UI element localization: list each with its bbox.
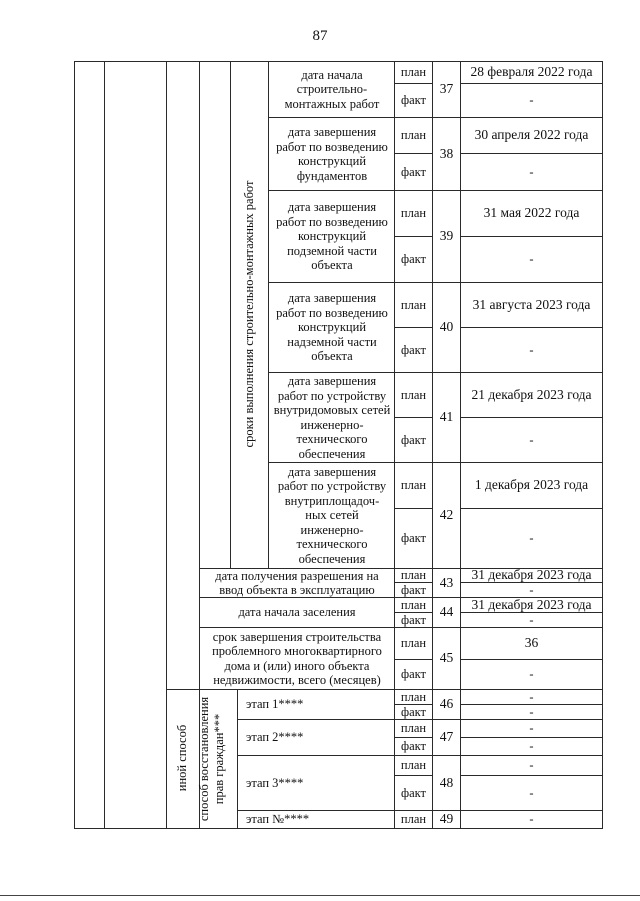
fact-label: факт (400, 252, 427, 267)
table-border (230, 61, 231, 568)
row-label: дата завершения работ по возведению конструкций фундаментов (276, 125, 388, 183)
table-border (268, 61, 269, 568)
plan-label: план (400, 478, 427, 493)
fact-value: - (529, 583, 534, 597)
plan-value: 1 декабря 2023 года (474, 477, 589, 493)
fact-label: факт (400, 667, 427, 682)
stage-label: этап 3**** (246, 775, 304, 790)
fact-value: - (529, 613, 534, 627)
plan-value: 21 декабря 2023 года (471, 386, 592, 402)
row-number: 41 (439, 409, 454, 425)
fact-label: факт (400, 705, 427, 719)
fact-label: факт (400, 342, 427, 357)
fact-label: факт (400, 93, 427, 108)
plan-label: план (400, 636, 427, 651)
fact-value: - (529, 93, 534, 108)
table-border (602, 61, 603, 829)
table-border (166, 61, 167, 829)
fact-label: факт (400, 531, 427, 546)
fact-value: - (529, 164, 534, 179)
stage-label: этап 2**** (246, 730, 304, 745)
plan-value: - (529, 721, 534, 736)
row-number: 42 (439, 507, 454, 523)
plan-label: план (400, 690, 427, 704)
plan-value: 36 (524, 635, 539, 651)
plan-value: - (529, 812, 534, 827)
row-number: 37 (439, 81, 454, 97)
row-label: дата завершения работ по устройству внутриплощадоч-ных сетей инженерно-технического обеспечения (277, 464, 387, 566)
plan-value: 31 августа 2023 года (472, 296, 591, 312)
fact-label: факт (400, 432, 427, 447)
fact-label: факт (400, 583, 427, 597)
stage-label: этап 1**** (246, 697, 304, 712)
fact-label: факт (400, 739, 427, 754)
stage-label: этап №**** (246, 812, 310, 827)
plan-label: план (400, 297, 427, 312)
fact-label: факт (400, 164, 427, 179)
fact-value: - (529, 739, 534, 754)
plan-label: план (400, 598, 427, 612)
plan-label: план (400, 206, 427, 221)
plan-label: план (400, 387, 427, 402)
row-number: 44 (439, 604, 454, 620)
row-number: 46 (439, 696, 454, 712)
page-number: 87 (312, 28, 328, 44)
fact-value: - (529, 342, 534, 357)
row-number: 43 (439, 574, 454, 590)
row-label: дата начала заселения (238, 605, 356, 620)
other-method-label: иной способ (175, 724, 189, 792)
row-label: дата завершения работ по возведению конструкций подземной части объекта (276, 200, 388, 273)
page-bottom-rule (0, 895, 640, 896)
table-border (104, 61, 105, 829)
plan-label: план (400, 758, 427, 773)
fact-value: - (529, 667, 534, 682)
fact-value: - (529, 252, 534, 267)
row-label: дата начала строительно-монтажных работ (284, 67, 380, 111)
plan-value: 30 апреля 2022 года (474, 127, 589, 143)
row-number: 38 (439, 145, 454, 161)
fact-label: факт (400, 785, 427, 800)
plan-value: 31 мая 2022 года (483, 205, 580, 221)
row-number: 39 (439, 228, 454, 244)
plan-label: план (400, 569, 427, 582)
restoration-method-label: способ восстановления прав граждан*** (197, 696, 226, 822)
table-border (74, 61, 75, 829)
row-label: дата завершения работ по возведению конструкций надземной части объекта (276, 291, 388, 364)
plan-label: план (400, 128, 427, 143)
plan-value: 28 февраля 2022 года (470, 64, 593, 80)
row-number: 48 (439, 774, 454, 790)
plan-value: - (529, 758, 534, 773)
table-border (74, 828, 603, 829)
row-number: 40 (439, 319, 454, 335)
row-number: 45 (439, 650, 454, 666)
row-number: 49 (439, 811, 454, 827)
row-number: 47 (439, 729, 454, 745)
plan-label: план (400, 812, 427, 827)
fact-value: - (529, 432, 534, 447)
fact-label: факт (400, 613, 427, 627)
fact-value: - (529, 785, 534, 800)
construction-terms-label: сроки выполнения строительно-монтажных работ (242, 180, 256, 448)
plan-value: 31 декабря 2023 года (471, 598, 592, 612)
plan-value: 31 декабря 2023 года (471, 569, 592, 582)
plan-label: план (400, 721, 427, 736)
fact-value: - (529, 531, 534, 546)
row-label: дата завершения работ по устройству внутридомовых сетей инженерно-технического обеспечения (273, 374, 391, 461)
plan-value: - (529, 690, 534, 704)
fact-value: - (529, 705, 534, 719)
row-label: срок завершения строительства проблемного многоквартирного дома и (или) иного объекта недвижимости, всего (месяцев) (212, 629, 382, 687)
row-label: дата получения разрешения на ввод объекта в эксплуатацию (215, 569, 379, 597)
plan-label: план (400, 65, 427, 80)
